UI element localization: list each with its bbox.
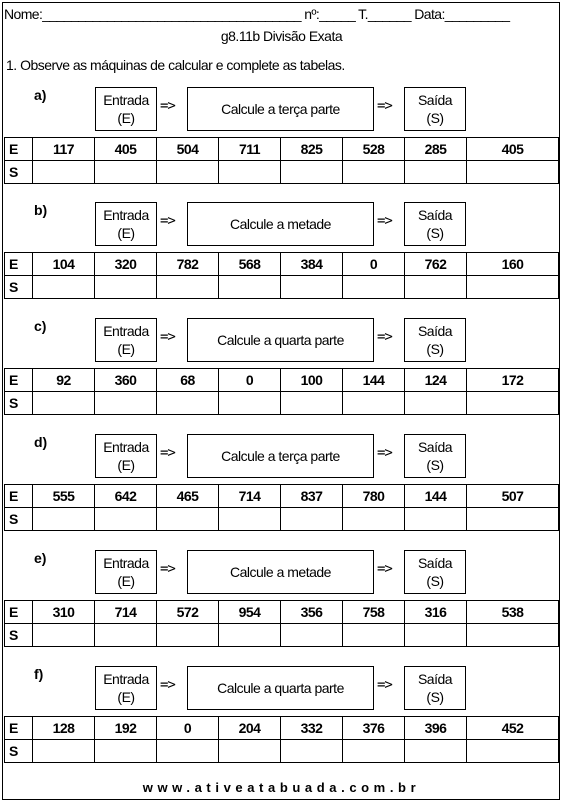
answer-cell[interactable] <box>219 161 281 184</box>
exercise-section <box>0 318 563 418</box>
input-box-symbol: (E) <box>117 573 135 589</box>
input-row-header: E <box>5 138 33 161</box>
output-box-title: Saída <box>417 323 453 339</box>
arrow-right-icon: => <box>160 213 175 229</box>
input-value-cell: 714 <box>219 485 281 508</box>
answer-cell[interactable] <box>467 392 559 415</box>
input-value-cell: 376 <box>343 717 405 740</box>
input-value-cell: 104 <box>33 253 95 276</box>
arrow-right-icon: => <box>160 445 175 461</box>
answer-cell[interactable] <box>157 740 219 763</box>
answer-cell[interactable] <box>219 508 281 531</box>
input-box-title: Entrada <box>103 323 149 339</box>
answer-cell[interactable] <box>343 740 405 763</box>
exercise-section <box>0 202 563 302</box>
answer-cell[interactable] <box>343 508 405 531</box>
answer-cell[interactable] <box>405 276 467 299</box>
input-value-cell: 782 <box>157 253 219 276</box>
input-box-symbol: (E) <box>117 689 135 705</box>
input-value-cell: 68 <box>157 369 219 392</box>
input-row-header: E <box>5 485 33 508</box>
input-value-cell: 144 <box>405 485 467 508</box>
answer-cell[interactable] <box>467 624 559 647</box>
input-row <box>5 485 559 508</box>
input-row <box>5 601 559 624</box>
answer-cell[interactable] <box>343 161 405 184</box>
output-row <box>5 392 559 415</box>
answer-cell[interactable] <box>33 392 95 415</box>
input-value-cell: 360 <box>95 369 157 392</box>
output-box <box>404 202 466 246</box>
input-value-cell: 405 <box>467 138 559 161</box>
answer-cell[interactable] <box>281 392 343 415</box>
output-box <box>404 434 466 478</box>
answer-cell[interactable] <box>343 392 405 415</box>
output-row-header: S <box>5 161 33 184</box>
answer-cell[interactable] <box>157 624 219 647</box>
answer-cell[interactable] <box>157 276 219 299</box>
output-row-header: S <box>5 392 33 415</box>
output-row-header: S <box>5 740 33 763</box>
answer-table <box>4 252 559 299</box>
exercise-label: f) <box>34 666 44 682</box>
answer-cell[interactable] <box>157 161 219 184</box>
exercise-section <box>0 666 563 766</box>
input-value-cell: 320 <box>95 253 157 276</box>
output-row-header: S <box>5 276 33 299</box>
answer-cell[interactable] <box>33 276 95 299</box>
input-value-cell: 572 <box>157 601 219 624</box>
input-box-symbol: (E) <box>117 110 135 126</box>
answer-cell[interactable] <box>405 392 467 415</box>
answer-cell[interactable] <box>467 508 559 531</box>
input-value-cell: 954 <box>219 601 281 624</box>
input-box <box>95 550 157 594</box>
input-value-cell: 837 <box>281 485 343 508</box>
input-value-cell: 204 <box>219 717 281 740</box>
input-box <box>95 666 157 710</box>
input-box <box>95 434 157 478</box>
arrow-right-icon: => <box>160 329 175 345</box>
operation-box: Calcule a quarta parte <box>187 666 374 710</box>
answer-cell[interactable] <box>219 624 281 647</box>
output-row <box>5 276 559 299</box>
input-box <box>95 318 157 362</box>
input-value-cell: 316 <box>405 601 467 624</box>
input-value-cell: 528 <box>343 138 405 161</box>
input-value-cell: 465 <box>157 485 219 508</box>
answer-cell[interactable] <box>281 508 343 531</box>
input-value-cell: 568 <box>219 253 281 276</box>
exercise-label: d) <box>34 434 48 450</box>
output-box-symbol: (S) <box>426 225 444 241</box>
input-value-cell: 124 <box>405 369 467 392</box>
input-value-cell: 555 <box>33 485 95 508</box>
input-value-cell: 117 <box>33 138 95 161</box>
arrow-right-icon: => <box>160 98 175 114</box>
answer-cell[interactable] <box>405 740 467 763</box>
input-value-cell: 504 <box>157 138 219 161</box>
input-box-title: Entrada <box>103 92 149 108</box>
input-value-cell: 0 <box>343 253 405 276</box>
input-value-cell: 100 <box>281 369 343 392</box>
exercise-label: c) <box>34 318 47 334</box>
output-box-title: Saída <box>417 92 453 108</box>
input-value-cell: 92 <box>33 369 95 392</box>
answer-table <box>4 368 559 415</box>
page-title: g8.11b Divisão Exata <box>220 28 343 44</box>
input-row-header: E <box>5 717 33 740</box>
output-box <box>404 318 466 362</box>
output-box-symbol: (S) <box>426 110 444 126</box>
input-box <box>95 87 157 131</box>
output-box <box>404 87 466 131</box>
answer-cell[interactable] <box>281 624 343 647</box>
input-value-cell: 356 <box>281 601 343 624</box>
input-box <box>95 202 157 246</box>
input-value-cell: 780 <box>343 485 405 508</box>
answer-cell[interactable] <box>343 276 405 299</box>
answer-cell[interactable] <box>343 624 405 647</box>
answer-cell[interactable] <box>405 624 467 647</box>
arrow-right-icon: => <box>377 445 392 461</box>
output-box-symbol: (S) <box>426 689 444 705</box>
operation-box: Calcule a terça parte <box>187 434 374 478</box>
output-row-header: S <box>5 624 33 647</box>
output-row-header: S <box>5 508 33 531</box>
exercise-label: b) <box>34 202 48 218</box>
input-value-cell: 825 <box>281 138 343 161</box>
exercise-section <box>0 434 563 534</box>
answer-cell[interactable] <box>467 161 559 184</box>
input-row <box>5 717 559 740</box>
arrow-right-icon: => <box>377 213 392 229</box>
operation-box: Calcule a metade <box>187 550 374 594</box>
input-row-header: E <box>5 253 33 276</box>
input-box-symbol: (E) <box>117 341 135 357</box>
answer-cell[interactable] <box>95 276 157 299</box>
operation-box: Calcule a terça parte <box>187 87 374 131</box>
input-value-cell: 285 <box>405 138 467 161</box>
answer-cell[interactable] <box>281 740 343 763</box>
answer-cell[interactable] <box>95 740 157 763</box>
answer-table <box>4 484 559 531</box>
input-box-symbol: (E) <box>117 225 135 241</box>
answer-cell[interactable] <box>33 740 95 763</box>
input-value-cell: 0 <box>219 369 281 392</box>
input-row <box>5 369 559 392</box>
answer-cell[interactable] <box>467 276 559 299</box>
input-value-cell: 758 <box>343 601 405 624</box>
output-box-title: Saída <box>417 207 453 223</box>
answer-cell[interactable] <box>95 624 157 647</box>
input-value-cell: 172 <box>467 369 559 392</box>
output-box-symbol: (S) <box>426 573 444 589</box>
input-box-title: Entrada <box>103 555 149 571</box>
output-row <box>5 508 559 531</box>
input-value-cell: 128 <box>33 717 95 740</box>
arrow-right-icon: => <box>160 561 175 577</box>
answer-table <box>4 137 559 184</box>
input-value-cell: 0 <box>157 717 219 740</box>
exercise-label: a) <box>34 87 47 103</box>
output-box-title: Saída <box>417 439 453 455</box>
exercise-label: e) <box>34 550 47 566</box>
input-row-header: E <box>5 601 33 624</box>
output-box-symbol: (S) <box>426 341 444 357</box>
answer-cell[interactable] <box>467 740 559 763</box>
answer-cell[interactable] <box>95 508 157 531</box>
output-box-symbol: (S) <box>426 457 444 473</box>
arrow-right-icon: => <box>377 329 392 345</box>
answer-cell[interactable] <box>157 392 219 415</box>
input-value-cell: 160 <box>467 253 559 276</box>
site-footer: www.ativeatabuada.com.br <box>142 780 421 795</box>
answer-cell[interactable] <box>219 740 281 763</box>
answer-cell[interactable] <box>95 161 157 184</box>
exercise-section <box>0 550 563 650</box>
output-box-title: Saída <box>417 555 453 571</box>
input-value-cell: 711 <box>219 138 281 161</box>
input-value-cell: 310 <box>33 601 95 624</box>
operation-box: Calcule a metade <box>187 202 374 246</box>
input-box-title: Entrada <box>103 439 149 455</box>
answer-cell[interactable] <box>405 161 467 184</box>
output-row <box>5 161 559 184</box>
answer-cell[interactable] <box>281 276 343 299</box>
arrow-right-icon: => <box>377 98 392 114</box>
answer-cell[interactable] <box>33 161 95 184</box>
arrow-right-icon: => <box>160 677 175 693</box>
input-value-cell: 192 <box>95 717 157 740</box>
output-row <box>5 740 559 763</box>
answer-cell[interactable] <box>33 508 95 531</box>
answer-cell[interactable] <box>219 276 281 299</box>
answer-cell[interactable] <box>95 392 157 415</box>
input-box-title: Entrada <box>103 207 149 223</box>
input-row-header: E <box>5 369 33 392</box>
arrow-right-icon: => <box>377 561 392 577</box>
output-box <box>404 666 466 710</box>
input-value-cell: 396 <box>405 717 467 740</box>
input-value-cell: 144 <box>343 369 405 392</box>
answer-cell[interactable] <box>281 161 343 184</box>
answer-cell[interactable] <box>405 508 467 531</box>
input-value-cell: 762 <box>405 253 467 276</box>
operation-box: Calcule a quarta parte <box>187 318 374 362</box>
input-value-cell: 405 <box>95 138 157 161</box>
input-value-cell: 538 <box>467 601 559 624</box>
answer-cell[interactable] <box>157 508 219 531</box>
input-value-cell: 507 <box>467 485 559 508</box>
input-value-cell: 642 <box>95 485 157 508</box>
input-box-title: Entrada <box>103 671 149 687</box>
input-value-cell: 384 <box>281 253 343 276</box>
answer-cell[interactable] <box>33 624 95 647</box>
answer-table <box>4 716 559 763</box>
input-row <box>5 138 559 161</box>
input-box-symbol: (E) <box>117 457 135 473</box>
student-info-line: Nome:____________________________________ nº:_____ T.______ Data:_________ <box>4 6 510 22</box>
arrow-right-icon: => <box>377 677 392 693</box>
instruction-text: 1. Observe as máquinas de calcular e complete as tabelas. <box>6 57 345 73</box>
exercise-section <box>0 87 563 187</box>
input-value-cell: 332 <box>281 717 343 740</box>
input-row <box>5 253 559 276</box>
output-box <box>404 550 466 594</box>
input-value-cell: 714 <box>95 601 157 624</box>
output-box-title: Saída <box>417 671 453 687</box>
answer-table <box>4 600 559 647</box>
input-value-cell: 452 <box>467 717 559 740</box>
answer-cell[interactable] <box>219 392 281 415</box>
output-row <box>5 624 559 647</box>
